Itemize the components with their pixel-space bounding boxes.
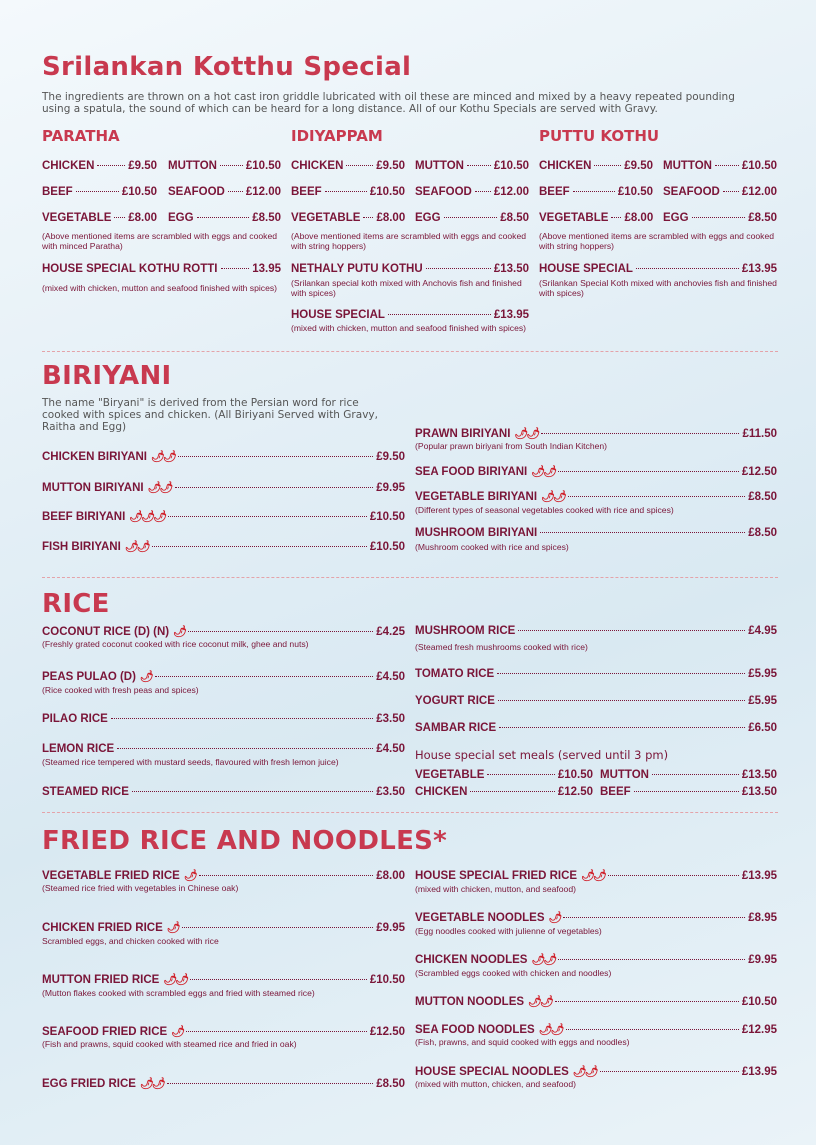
- idiyappam-seafood: SEAFOOD £12.00: [415, 186, 529, 198]
- idiyappam-vegetable: VEGETABLE £8.00: [291, 212, 406, 224]
- chili-icon: 🌶: [166, 922, 179, 934]
- puttu-house-special: HOUSE SPECIAL £13.95: [539, 263, 777, 275]
- peas-pulao: PEAS PULAO (D) 🌶 £4.50: [42, 671, 405, 683]
- mutton-fried-rice-desc: (Mutton flakes cooked with scrambled eggs and fried with steamed rice): [42, 988, 315, 998]
- set-meal-beef: BEEF £13.50: [600, 786, 777, 798]
- fried-title: FRIED RICE AND NOODLES*: [42, 826, 448, 856]
- coconut-rice: COCONUT RICE (D) (N) 🌶 £4.25: [42, 626, 405, 638]
- puttu-chicken: CHICKEN £9.50: [539, 160, 653, 172]
- mushroom-biriyani-desc: (Mushroom cooked with rice and spices): [415, 542, 569, 552]
- puttu-vegetable: VEGETABLE £8.00: [539, 212, 654, 224]
- chili-icon: 🌶🌶: [124, 541, 149, 553]
- paratha-note2: with minced Paratha): [42, 241, 123, 251]
- chili-icon: 🌶🌶: [139, 1078, 164, 1090]
- chili-icon: 🌶🌶: [151, 451, 175, 463]
- chicken-noodles: CHICKEN NOODLES 🌶🌶 £9.95: [415, 954, 777, 966]
- section-divider: [42, 577, 778, 578]
- chili-icon: 🌶🌶: [531, 954, 556, 966]
- paratha-mutton: MUTTON £10.50: [168, 160, 281, 172]
- paratha-heading: PARATHA: [42, 127, 120, 145]
- puttu-note2: with string hoppers): [539, 241, 614, 251]
- mushroom-biriyani: MUSHROOM BIRIYANI £8.50: [415, 527, 777, 539]
- biriyani-title: BIRIYANI: [42, 361, 172, 391]
- chicken-biriyani: CHICKEN BIRIYANI 🌶🌶 £9.50: [42, 451, 405, 463]
- puttu-egg: EGG £8.50: [663, 212, 777, 224]
- kotthu-intro-line2: using a spatula, the sound of which can be heard for a long distance. All of our Kothu Specials are served with Gravy.: [42, 103, 658, 115]
- idiyappam-nethaly: NETHALY PUTU KOTHU £13.50: [291, 263, 529, 275]
- chili-icon: 🌶: [171, 1026, 184, 1038]
- paratha-seafood: SEAFOOD £12.00: [168, 186, 281, 198]
- puttu-note1: (Above mentioned items are scrambled with eggs and cooked: [539, 231, 775, 241]
- lemon-rice-desc: (Steamed rice tempered with mustard seeds, flavoured with fresh lemon juice): [42, 757, 339, 767]
- paratha-house-special: HOUSE SPECIAL KOTHU ROTTI 13.95: [42, 263, 281, 275]
- chicken-fried-rice: CHICKEN FRIED RICE 🌶 £9.95: [42, 922, 405, 934]
- idiyappam-mutton: MUTTON £10.50: [415, 160, 529, 172]
- mutton-noodles: MUTTON NOODLES 🌶🌶 £10.50: [415, 996, 777, 1008]
- idiyappam-chicken: CHICKEN £9.50: [291, 160, 405, 172]
- chili-icon: 🌶: [139, 671, 152, 683]
- puttu-house-special-desc2: with spices): [539, 288, 584, 298]
- vegetable-biriyani-desc: (Different types of seasonal vegetables cooked with rice and spices): [415, 505, 674, 515]
- chili-icon: 🌶🌶: [541, 491, 565, 503]
- house-special-fried-rice: HOUSE SPECIAL FRIED RICE 🌶🌶 £13.95: [415, 870, 777, 882]
- chili-icon: 🌶🌶: [581, 870, 606, 882]
- chicken-fried-rice-desc: Scrambled eggs, and chicken cooked with rice: [42, 936, 219, 946]
- idiyappam-house-special: HOUSE SPECIAL £13.95: [291, 309, 529, 321]
- biriyani-intro-line2: cooked with spices and chicken. (All Biriyani Served with Gravy,: [42, 409, 378, 421]
- fish-biriyani: FISH BIRIYANI 🌶🌶 £10.50: [42, 541, 405, 553]
- chili-icon: 🌶🌶: [531, 466, 556, 478]
- mutton-biriyani: MUTTON BIRIYANI 🌶🌶 £9.95: [42, 482, 405, 494]
- idiyappam-note2: with string hoppers): [291, 241, 366, 251]
- house-special-noodles-desc: (mixed with mutton, chicken, and seafood): [415, 1079, 576, 1089]
- paratha-house-special-desc: (mixed with chicken, mutton and seafood finished with spices): [42, 283, 278, 293]
- idiyappam-egg: EGG £8.50: [415, 212, 529, 224]
- puttu-beef: BEEF £10.50: [539, 186, 653, 198]
- idiyappam-heading: IDIYAPPAM: [291, 127, 383, 145]
- coconut-rice-desc: (Freshly grated coconut cooked with rice coconut milk, ghee and nuts): [42, 639, 309, 649]
- chili-icon: 🌶🌶: [528, 996, 552, 1008]
- puttu-mutton: MUTTON £10.50: [663, 160, 777, 172]
- rice-title: RICE: [42, 589, 110, 619]
- house-special-fried-rice-desc: (mixed with chicken, mutton, and seafood): [415, 884, 576, 894]
- set-meal-mutton: MUTTON £13.50: [600, 769, 777, 781]
- chili-icon: 🌶🌶: [147, 482, 172, 494]
- seafood-biriyani: SEA FOOD BIRIYANI 🌶🌶 £12.50: [415, 466, 777, 478]
- peas-pulao-desc: (Rice cooked with fresh peas and spices): [42, 685, 199, 695]
- kotthu-title: Srilankan Kotthu Special: [42, 52, 412, 82]
- tomato-rice: TOMATO RICE £5.95: [415, 668, 777, 680]
- set-meal-chicken: CHICKEN £12.50: [415, 786, 593, 798]
- idiyappam-house-special-desc: (mixed with chicken, mutton and seafood finished with spices): [291, 323, 527, 333]
- beef-biriyani: BEEF BIRIYANI 🌶🌶🌶 £10.50: [42, 511, 405, 523]
- paratha-chicken: CHICKEN £9.50: [42, 160, 157, 172]
- house-special-noodles: HOUSE SPECIAL NOODLES 🌶🌶 £13.95: [415, 1066, 777, 1078]
- seafood-fried-rice: SEAFOOD FRIED RICE 🌶 £12.50: [42, 1026, 405, 1038]
- idiyappam-beef: BEEF £10.50: [291, 186, 405, 198]
- chili-icon: 🌶🌶: [514, 428, 539, 440]
- vegetable-noodles-desc: (Egg noodles cooked with julienne of vegetables): [415, 926, 602, 936]
- pilao-rice: PILAO RICE £3.50: [42, 713, 405, 725]
- paratha-note1: (Above mentioned items are scrambled with eggs and cooked: [42, 231, 278, 241]
- paratha-beef: BEEF £10.50: [42, 186, 157, 198]
- section-divider: [42, 812, 778, 813]
- biriyani-intro-line3: Raitha and Egg): [42, 421, 127, 433]
- chicken-noodles-desc: (Scrambled eggs cooked with chicken and noodles): [415, 968, 612, 978]
- paratha-egg: EGG £8.50: [168, 212, 281, 224]
- chili-icon: 🌶: [183, 870, 196, 882]
- prawn-biriyani: PRAWN BIRIYANI 🌶🌶 £11.50: [415, 428, 777, 440]
- paratha-vegetable: VEGETABLE £8.00: [42, 212, 157, 224]
- vegetable-biriyani: VEGETABLE BIRIYANI 🌶🌶 £8.50: [415, 491, 777, 503]
- lemon-rice: LEMON RICE £4.50: [42, 743, 405, 755]
- seafood-noodles-desc: (Fish, prawns, and squid cooked with eggs and noodles): [415, 1037, 630, 1047]
- vegetable-fried-rice-desc: (Steamed rice fried with vegetables in Chinese oak): [42, 883, 239, 893]
- chili-icon: 🌶🌶: [538, 1024, 563, 1036]
- idiyappam-nethaly-desc1: (Srilankan special koth mixed with Anchovis fish and finished: [291, 278, 522, 288]
- chili-icon: 🌶: [173, 626, 186, 638]
- mushroom-rice: MUSHROOM RICE £4.95: [415, 625, 777, 637]
- section-divider: [42, 351, 778, 352]
- puttu-heading: PUTTU KOTHU: [539, 127, 660, 145]
- puttu-seafood: SEAFOOD £12.00: [663, 186, 777, 198]
- sambar-rice: SAMBAR RICE £6.50: [415, 722, 777, 734]
- chili-icon: 🌶🌶🌶: [129, 511, 166, 523]
- kotthu-intro-line1: The ingredients are thrown on a hot cast iron griddle lubricated with oil these are minced and mixed by a heavy repeated pounding: [42, 91, 735, 103]
- chili-icon: 🌶: [548, 912, 561, 924]
- chili-icon: 🌶🌶: [163, 974, 188, 986]
- yogurt-rice: YOGURT RICE £5.95: [415, 695, 777, 707]
- puttu-house-special-desc1: (Srilankan Special Koth mixed with anchovies fish and finished: [539, 278, 777, 288]
- idiyappam-nethaly-desc2: with spices): [291, 288, 336, 298]
- steamed-rice: STEAMED RICE £3.50: [42, 786, 405, 798]
- chili-icon: 🌶🌶: [572, 1066, 597, 1078]
- egg-fried-rice: EGG FRIED RICE 🌶🌶 £8.50: [42, 1078, 405, 1090]
- vegetable-fried-rice: VEGETABLE FRIED RICE 🌶 £8.00: [42, 870, 405, 882]
- mushroom-rice-desc: (Steamed fresh mushrooms cooked with rice): [415, 642, 588, 652]
- vegetable-noodles: VEGETABLE NOODLES 🌶 £8.95: [415, 912, 777, 924]
- prawn-biriyani-desc: (Popular prawn biriyani from South Indian Kitchen): [415, 441, 608, 451]
- set-meals-title: House special set meals (served until 3 pm): [415, 748, 669, 762]
- biriyani-intro-line1: The name "Biryani" is derived from the Persian word for rice: [42, 397, 359, 409]
- seafood-fried-rice-desc: (Fish and prawns, squid cooked with steamed rice and fried in oak): [42, 1039, 297, 1049]
- idiyappam-note1: (Above mentioned items are scrambled with eggs and cooked: [291, 231, 527, 241]
- set-meal-vegetable: VEGETABLE £10.50: [415, 769, 593, 781]
- mutton-fried-rice: MUTTON FRIED RICE 🌶🌶 £10.50: [42, 974, 405, 986]
- seafood-noodles: SEA FOOD NOODLES 🌶🌶 £12.95: [415, 1024, 777, 1036]
